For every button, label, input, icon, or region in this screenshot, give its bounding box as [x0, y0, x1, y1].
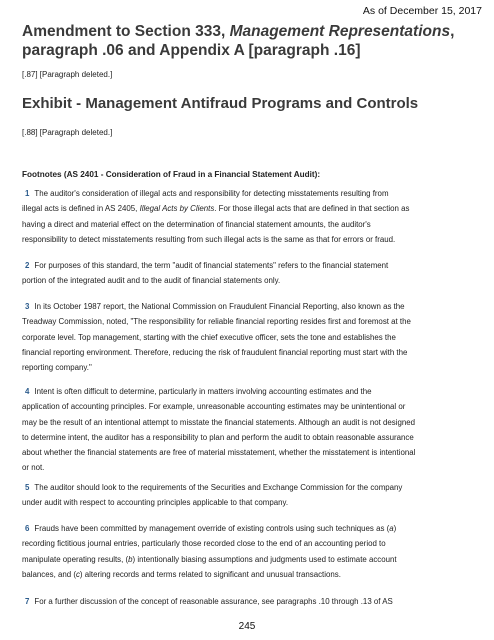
footnote-text: ) [393, 524, 397, 533]
footnote-1 [22, 186, 474, 247]
footnote-line: may be the result of an intentional attempt to misstate the financial statements. Although an audit is not designed [22, 417, 416, 427]
footnote-number[interactable]: 3 [25, 302, 30, 311]
footnote-2 [22, 258, 474, 289]
footnote-line [22, 299, 474, 314]
footnote-text: balances, and ( [22, 569, 76, 579]
footnote-text: Frauds have been committed by management override of existing controls using such techniques as ( [34, 524, 390, 533]
title-italic: Management Representations [229, 23, 451, 40]
footnote-line: responsibility to detect misstatements resulting from such illegal acts is the same as that for errors or fraud. [22, 234, 396, 244]
footnote-line [22, 384, 474, 399]
footnote-text: For purposes of this standard, the term "audit of financial statements" refers to the financial statement [34, 261, 389, 270]
footnote-line: reporting company." [22, 363, 92, 373]
footnote-text: ) intentionally biasing assumptions and judgments used to estimate account [132, 554, 397, 564]
footnote-line: to determine intent, the auditor has a responsibility to plan and perform the audit to obtain reasonable assurance [22, 432, 414, 442]
footnote-italic: c [75, 569, 80, 579]
footnote-line [22, 480, 474, 495]
footnote-text: For a further discussion of the concept of reasonable assurance, see paragraphs .10 through .13 of AS [34, 597, 393, 606]
footnote-number[interactable]: 1 [25, 189, 30, 198]
title-part-3: , paragraph .06 and Appendix A [paragraph .16] [22, 23, 455, 59]
section-title [22, 22, 482, 60]
footnote-7 [22, 594, 474, 609]
footnote-text: The auditor's consideration of illegal acts and responsibility for detecting misstatements resulting from [34, 189, 389, 198]
footnote-line: corporate level. Top management, starting with the chief executive officer, sets the tone and establishes the [22, 332, 396, 342]
footnote-text: Intent is often difficult to determine, particularly in matters involving accounting estimates and the [34, 387, 372, 396]
footnote-text: The auditor should look to the requirements of the Securities and Exchange Commission for the company [34, 483, 403, 492]
footnote-line: about whether the financial statements are free of material misstatement, whether the misstatement is intentional [22, 448, 416, 458]
footnote-number[interactable]: 7 [25, 597, 30, 606]
footnote-italic: b [128, 554, 133, 564]
footnote-line: portion of the integrated audit and to the audit of financial statements only. [22, 276, 281, 286]
exhibit-title: Exhibit - Management Antifraud Programs and Controls [22, 95, 419, 112]
paragraph-88: [.88] [Paragraph deleted.] [22, 128, 113, 137]
footnote-line: having a direct and material effect on the determination of financial statement amounts, the auditor's [22, 219, 371, 229]
footnote-text: . For those illegal acts that are defined in that section as [214, 204, 410, 214]
footnote-number[interactable]: 2 [25, 261, 30, 270]
footnote-italic: Illegal Acts by Clients [139, 204, 215, 214]
footnote-line [22, 552, 474, 567]
as-of-date: As of December 15, 2017 [362, 5, 482, 17]
footnote-4 [22, 384, 474, 476]
footnote-line [22, 201, 474, 216]
footnote-line: under audit with respect to accounting principles applicable to that company. [22, 498, 289, 508]
footnote-3 [22, 299, 474, 375]
footnote-line: application of accounting principles. For example, unreasonable accounting estimates may be unintentional or [22, 402, 406, 412]
footnote-text: manipulate operating results, ( [22, 554, 129, 564]
footnote-line [22, 567, 474, 582]
footnote-5 [22, 480, 474, 511]
footnote-text: ) altering records and terms related to significant and unusual transactions. [79, 569, 341, 579]
footnote-line: or not. [22, 463, 45, 473]
footnote-number[interactable]: 4 [25, 387, 30, 396]
paragraph-87: [.87] [Paragraph deleted.] [22, 70, 113, 79]
footnotes-heading: Footnotes (AS 2401 - Consideration of Fraud in a Financial Statement Audit): [22, 170, 321, 179]
page-number: 245 [238, 621, 256, 632]
footnote-text: In its October 1987 report, the National Commission on Fraudulent Financial Reporting, also known as the [34, 302, 405, 311]
footnote-line [22, 594, 474, 609]
footnote-line [22, 258, 474, 273]
footnote-line: Treadway Commission, noted, "The responsibility for reliable financial reporting resides first and foremost at the [22, 317, 411, 327]
footnote-line [22, 186, 474, 201]
footnote-line: financial reporting environment. Therefore, reducing the risk of fraudulent financial reporting must start with the [22, 347, 408, 357]
footnote-6 [22, 521, 474, 582]
footnote-italic: a [389, 524, 394, 533]
footnote-text: illegal acts is defined in AS 2405, [22, 204, 140, 214]
footnote-number[interactable]: 6 [25, 524, 30, 533]
title-part-1: Amendment to Section 333, [22, 23, 230, 40]
footnote-line [22, 521, 474, 536]
footnote-line: recording fictitious journal entries, particularly those recorded close to the end of an accounting period to [22, 539, 386, 549]
footnote-number[interactable]: 5 [25, 483, 30, 492]
